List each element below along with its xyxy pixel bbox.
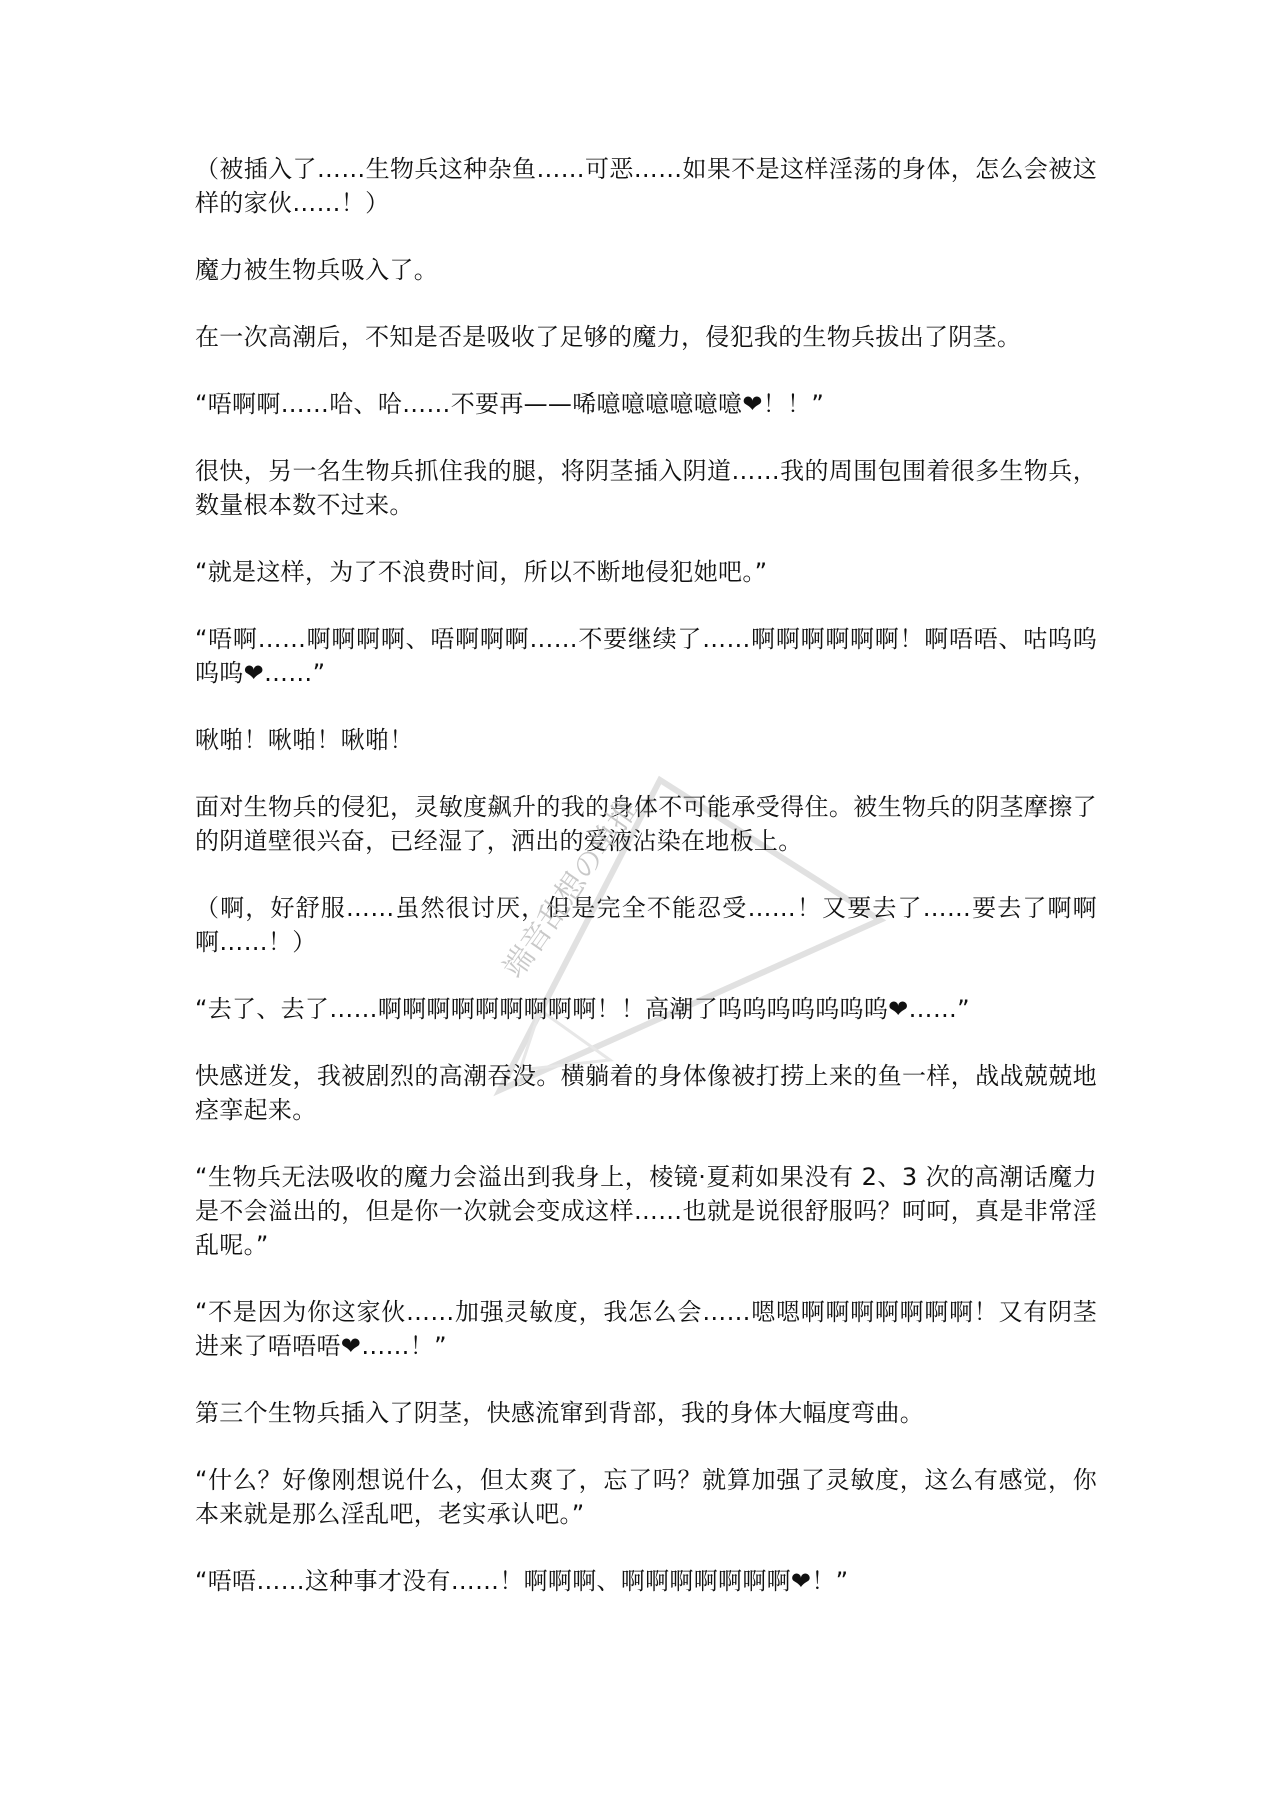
watermark-text: 端音乱想の单推 <box>496 792 646 985</box>
paragraph: “不是因为你这家伙……加强灵敏度，我怎么会……嗯嗯啊啊啊啊啊啊啊！又有阴茎进来了唔唔唔❤……！” <box>195 1298 1097 1360</box>
paragraph: “就是这样，为了不浪费时间，所以不断地侵犯她吧。” <box>195 558 768 586</box>
paragraph: “什么？好像刚想说什么，但太爽了，忘了吗？就算加强了灵敏度，这么有感觉，你本来就是那么淫乱吧，老实承认吧。” <box>195 1466 1097 1528</box>
paragraph: “唔啊啊……哈、哈……不要再——唏噫噫噫噫噫噫❤！！” <box>195 390 825 418</box>
paragraph: 在一次高潮后，不知是否是吸收了足够的魔力，侵犯我的生物兵拔出了阴茎。 <box>195 323 1022 351</box>
paragraph: “生物兵无法吸收的魔力会溢出到我身上，棱镜·夏莉如果没有 2、3 次的高潮话魔力是不会溢出的，但是你一次就会变成这样……也就是说很舒服吗？呵呵，真是非常淫乱呢。” <box>195 1163 1097 1259</box>
paragraph: （被插入了……生物兵这种杂鱼……可恶……如果不是这样淫荡的身体，怎么会被这样的家伙……！） <box>195 155 1097 217</box>
paragraph: 第三个生物兵插入了阴茎，快感流窜到背部，我的身体大幅度弯曲。 <box>195 1399 924 1427</box>
paragraph: “去了、去了……啊啊啊啊啊啊啊啊啊！！高潮了呜呜呜呜呜呜呜❤……” <box>195 995 970 1023</box>
paragraph: 面对生物兵的侵犯，灵敏度飙升的我的身体不可能承受得住。被生物兵的阴茎摩擦了的阴道壁很兴奋，已经湿了，洒出的爱液沾染在地板上。 <box>195 793 1097 855</box>
paragraph: “唔唔……这种事才没有……！啊啊啊、啊啊啊啊啊啊啊❤！” <box>195 1567 849 1595</box>
paragraph: 魔力被生物兵吸入了。 <box>195 256 438 284</box>
paragraph: “唔啊……啊啊啊啊、唔啊啊啊……不要继续了……啊啊啊啊啊啊！啊唔唔、咕呜呜呜呜❤……” <box>195 625 1097 687</box>
document-body <box>195 152 1097 1631</box>
paragraph: （啊，好舒服……虽然很讨厌，但是完全不能忍受……！又要去了……要去了啊啊啊……！） <box>195 894 1097 956</box>
paragraph: 快感迸发，我被剧烈的高潮吞没。横躺着的身体像被打捞上来的鱼一样，战战兢兢地痉挛起来。 <box>195 1062 1097 1124</box>
paragraph: 很快，另一名生物兵抓住我的腿，将阴茎插入阴道……我的周围包围着很多生物兵，数量根本数不过来。 <box>195 457 1097 519</box>
paragraph: 啾啪！啾啪！啾啪！ <box>195 726 414 754</box>
